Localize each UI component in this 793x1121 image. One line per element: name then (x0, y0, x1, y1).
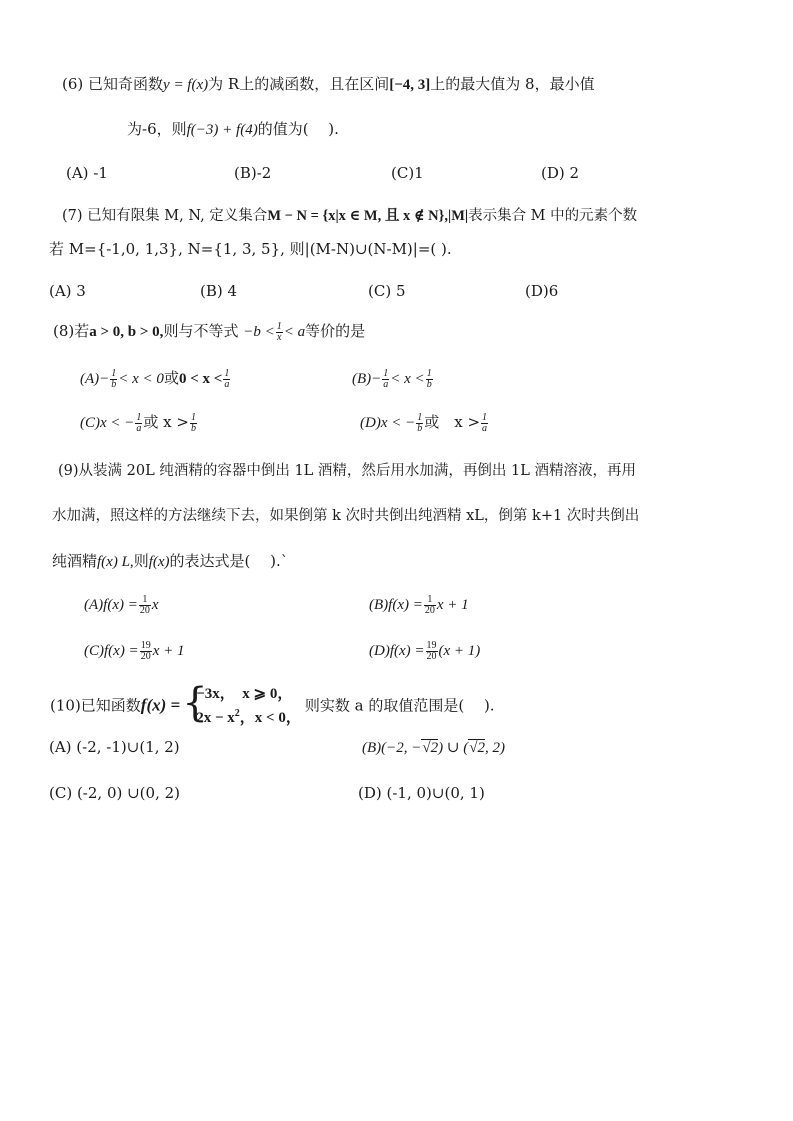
q8-stem-fraction: $\frac{1}{x}$ (276, 320, 282, 343)
q8-option-b: (B)− $\frac{1}{a}$ < x < $\frac{1}{b}$ (352, 367, 432, 390)
q8-option-c: (C)x < − $\frac{1}{a}$ 或 x > $\frac{1}{b}$ (80, 411, 196, 434)
q7-option-c: (C) 5 (368, 282, 406, 300)
q6-func: y = f(x) (163, 77, 209, 93)
q6-option-b: (B)-2 (234, 164, 272, 182)
q7-set-def: M − N = {x|x ∈ M, 且 x ∉ N}, (267, 208, 448, 224)
q10-piecewise: { −3x， x ⩾ 0， $2x - x^2$，x < 0， (182, 680, 301, 726)
q6-expr: f(−3) + f(4) (186, 122, 258, 138)
q9-option-d: (D)f(x) = $\frac{19}{20}$ (x + 1) (369, 639, 481, 662)
q6-option-d: (D) 2 (541, 164, 580, 182)
brace-icon: { (182, 680, 208, 726)
q6-interval: [−4, 3] (389, 77, 431, 93)
q10-stem: (10)已知函数f(x) = { −3x， x ⩾ 0， $2x - x^2$，x < 0， 则实数 a 的取值范围是( ). (50, 680, 495, 726)
q9-option-a: (A)f(x) = $\frac{1}{20}$ x (84, 593, 159, 616)
q8-option-a: (A)− $\frac{1}{b}$ < x < 0或0 < x < $\frac{1}{a}$ (80, 367, 230, 390)
q6-option-a: (A) -1 (66, 164, 108, 182)
q6-option-c: (C)1 (391, 164, 424, 182)
q7-option-b: (B) 4 (200, 282, 238, 300)
q9-option-c: (C)f(x) = $\frac{19}{20}$ x + 1 (84, 639, 185, 662)
q6-line1: (6) 已知奇函数y = f(x)为 R上的减函数，且在区间[−4, 3]上的最大值为 8，最小值 (62, 75, 595, 93)
q10-option-b: (B)(−2, −√2) ∪ (√2, 2) (362, 740, 505, 756)
sqrt-symbol-1: √2 (422, 740, 439, 756)
q10-func-name: f(x) = (140, 695, 181, 715)
q9-line2: 水加满，照这样的方法继续下去，如果倒第 k 次时共倒出纯酒精 xL，倒第 k+1 次时共倒出 (52, 508, 640, 524)
q7-option-a: (A) 3 (49, 282, 86, 300)
q8-stem: (8)若a > 0, b > 0,则与不等式 −b < $\frac{1}{x}$ < a等价的是 (53, 320, 366, 343)
q7-line1: (7) 已知有限集 M, N, 定义集合M − N = {x|x ∈ M, 且 x ∉ N},|M|表示集合 M 中的元素个数 (62, 208, 638, 224)
q10-option-c: (C) (-2, 0) ∪(0, 2) (49, 784, 181, 802)
q6-line2: 为-6，则f(−3) + f(4)的值为( ). (127, 120, 339, 138)
q9-line1: (9)从装满 20L 纯酒精的容器中倒出 1L 酒精，然后用水加满，再倒出 1L 酒精溶液，再用 (58, 463, 636, 479)
sqrt-symbol-2: √2 (469, 740, 485, 756)
q7-line2: 若 M={-1,0, 1,3}, N={1, 3, 5}, 则|(M-N)∪(N-M)|=( ). (49, 240, 452, 258)
q10-option-a: (A) (-2, -1)∪(1, 2) (49, 738, 180, 756)
q8-option-d: (D)x < − $\frac{1}{b}$ 或 x > $\frac{1}{a}$ (360, 411, 488, 434)
q9-option-b: (B)f(x) = $\frac{1}{20}$ x + 1 (369, 593, 469, 616)
q7-option-d: (D)6 (525, 282, 559, 300)
q10-option-d: (D) (-1, 0)∪(0, 1) (358, 784, 485, 802)
q9-line3: 纯酒精f(x) L,则f(x)的表达式是( ).` (52, 552, 289, 570)
